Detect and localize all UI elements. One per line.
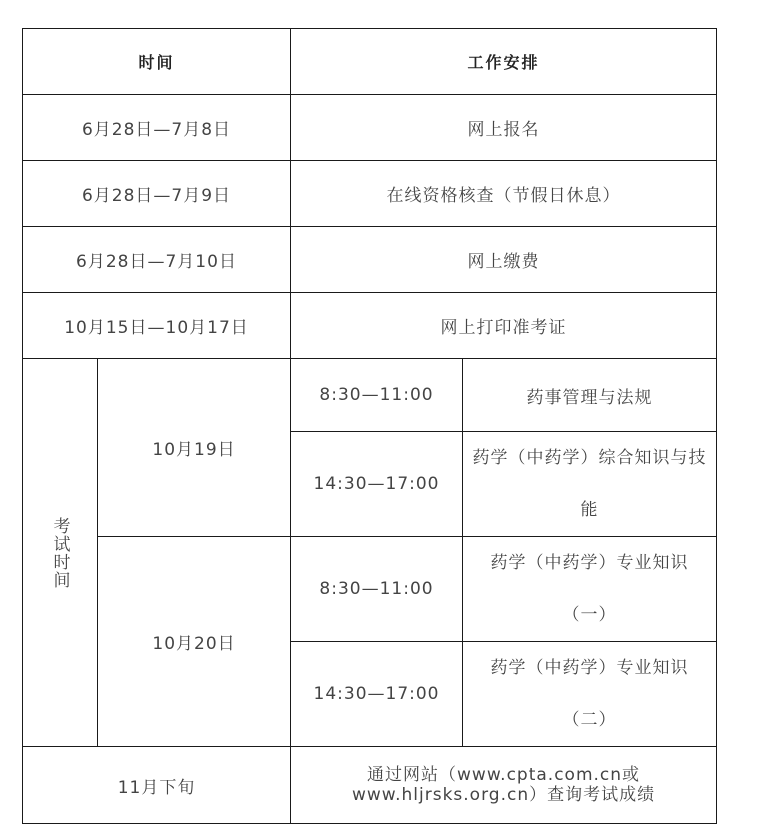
session-subject: 药学（中药学）专业知识（二） [463,642,717,747]
session-subject: 药事管理与法规 [463,359,717,432]
table-row [23,227,717,293]
row-time: 6月28日—7月9日 [23,161,291,227]
session-time: 14:30—17:00 [291,432,463,537]
exam-time-label: 考试时间 [23,359,98,747]
session-subject: 药学（中药学）专业知识（一） [463,537,717,642]
row-task: 网上报名 [291,95,717,161]
session-time: 8:30—11:00 [291,537,463,642]
footer-task-line1: 通过网站（www.cpta.com.cn或 [367,765,641,785]
header-time: 时间 [23,29,291,95]
table-row [23,293,717,359]
session-time: 14:30—17:00 [291,642,463,747]
exam-row [23,359,717,432]
session-time: 8:30—11:00 [291,359,463,432]
footer-task [291,747,717,824]
table-row [23,95,717,161]
footer-row [23,747,717,824]
row-time: 6月28日—7月8日 [23,95,291,161]
row-task: 在线资格核查（节假日休息） [291,161,717,227]
footer-time: 11月下旬 [23,747,291,824]
exam-date: 10月20日 [98,537,291,747]
header-work: 工作安排 [291,29,717,95]
session-subject: 药学（中药学）综合知识与技能 [463,432,717,537]
row-task: 网上打印准考证 [291,293,717,359]
header-row [23,29,717,95]
table-row [23,161,717,227]
row-time: 10月15日—10月17日 [23,293,291,359]
row-time: 6月28日—7月10日 [23,227,291,293]
row-task: 网上缴费 [291,227,717,293]
exam-schedule-table [22,28,717,824]
exam-date: 10月19日 [98,359,291,537]
exam-row [23,537,717,642]
footer-task-line2: www.hljrsks.org.cn）查询考试成绩 [351,785,656,805]
